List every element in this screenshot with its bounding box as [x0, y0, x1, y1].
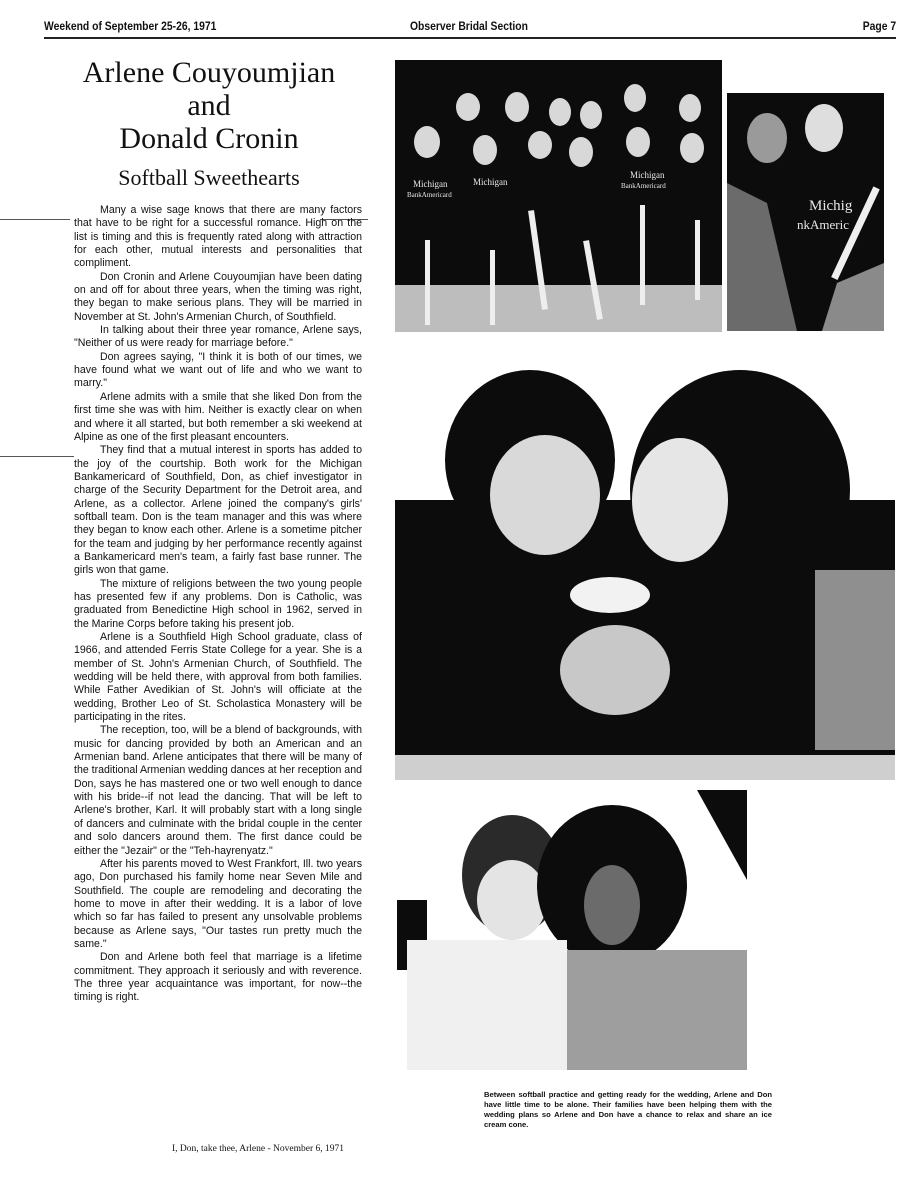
article-paragraph: Don Cronin and Arlene Couyoumjian have been dating on and off for about three years, when the timing was right, they began to make serious plans. They will be married in November at St. John's Armenian Church, of Southfield.	[74, 270, 362, 323]
photo-caption: Between softball practice and getting ready for the wedding, Arlene and Don have little time to be alone. Their families have been helping them with the wedding plans so Arlene and Don have a chance to relax and share an ice cream cone.	[484, 1090, 772, 1129]
jersey-text: Michigan	[413, 179, 448, 189]
headline-line: and	[187, 89, 231, 122]
article-paragraph: After his parents moved to West Frankfort, Ill. two years ago, Don purchased his family home near Seven Mile and Southfield. The couple are remodeling and decorating the home to move in after their wedding. It is a labor of love which so far has failed to present any unsolvable problems because as Arlene says, "Our tastes run pretty much the same."	[74, 857, 362, 950]
jersey-text: Michigan	[473, 177, 508, 187]
jersey-text: nkAmeric	[797, 217, 849, 232]
jersey-text: Michig	[809, 198, 853, 214]
article-paragraph: The reception, too, will be a blend of backgrounds, with music for dancing provided by both an American and an Armenian band. Arlene anticipates that there will be many of the traditional Armenian wedding dances at her reception and Don, says he has mastered one or two well enough to dance with his bride--if not lead the dancing. That will be left to Arlene's brother, Karl. It will probably start with a long single of dancers and culminate with the bridal couple in the center and solo dancers around them. The first dance could be either the "Jezair" or the "Teh-hayrenyatz."	[74, 724, 362, 857]
jersey-text: BankAmericard	[407, 191, 452, 199]
page-header	[44, 18, 896, 38]
article-paragraph: The mixture of religions between the two young people has presented few if any problems. Don is Catholic, was graduated from Benedictine High school in 1962, served in the Marine Corps before taking his present job.	[74, 577, 362, 630]
team-photo	[395, 60, 722, 332]
article-paragraph: They find that a mutual interest in sports has added to the joy of the courtship. Both work for the Michigan Bankamericard of Southfield, Don, as chief investigator in charge of the Security Department for the Detroit area, and Arlene, as a collector. Arlene joined the company's girls' softball team. Don is the team manager and this was where they began to know each other. Arlene is a sometime pitcher for the team and judging by her performance recently against a Bankamericard men's team, a fairly fast base runner. The girls won that game.	[74, 444, 362, 577]
header-rule	[44, 37, 896, 39]
header-section: Observer Bridal Section	[410, 21, 528, 33]
jersey-text: BankAmericard	[621, 182, 666, 190]
ice-cream-cone-photo	[395, 350, 895, 780]
headline-line: Arlene Couyoumjian	[82, 56, 336, 89]
header-page-number: Page 7	[862, 21, 896, 33]
headline-line: Donald Cronin	[119, 122, 299, 155]
subheadline: Softball Sweethearts	[118, 165, 300, 190]
article-paragraph: Don and Arlene both feel that marriage is a lifetime commitment. They approach it seriously and with reverence. The three year acquaintance was important, for now--the timing is right.	[74, 951, 362, 1004]
article-paragraph: Don agrees saying, "I think it is both of our times, we have found what we want out of life and who we want to marry."	[74, 350, 362, 390]
header-date: Weekend of September 25-26, 1971	[44, 21, 217, 33]
mother-daughter-photo	[397, 790, 747, 1070]
couple-softball-photo	[727, 93, 884, 331]
article-paragraph: In talking about their three year romance, Arlene says, "Neither of us were ready for marriage before."	[74, 324, 362, 350]
scan-artifact-rule	[0, 456, 74, 457]
jersey-text: Michigan	[630, 170, 665, 180]
article-body	[74, 204, 362, 1005]
signoff-line: I, Don, take thee, Arlene - November 6, 1971	[171, 1144, 344, 1154]
article-paragraph: Many a wise sage knows that there are many factors that have to be right for a successful romance. High on the list is timing and this is frequently rated along with attraction for each other, mutual interests and personalities that compliment.	[74, 204, 362, 270]
scan-artifact-rule	[0, 219, 70, 220]
article-paragraph: Arlene admits with a smile that she liked Don from the first time she was with him. Neither is exactly clear on when and where it all started, but both remember a ski weekend at Alpine as one of the first pleasant encounters.	[74, 390, 362, 443]
article-paragraph: Arlene is a Southfield High School graduate, class of 1966, and attended Ferris State College for a year. She is a member of St. John's Armenian Church, of Southfield. The wedding will be held there, with approval from both families. While Father Avedikian of St. John's will officiate at the wedding, Brother Leo of St. Scholastica Monastery will be participating in the rites.	[74, 631, 362, 724]
headline	[44, 56, 374, 155]
